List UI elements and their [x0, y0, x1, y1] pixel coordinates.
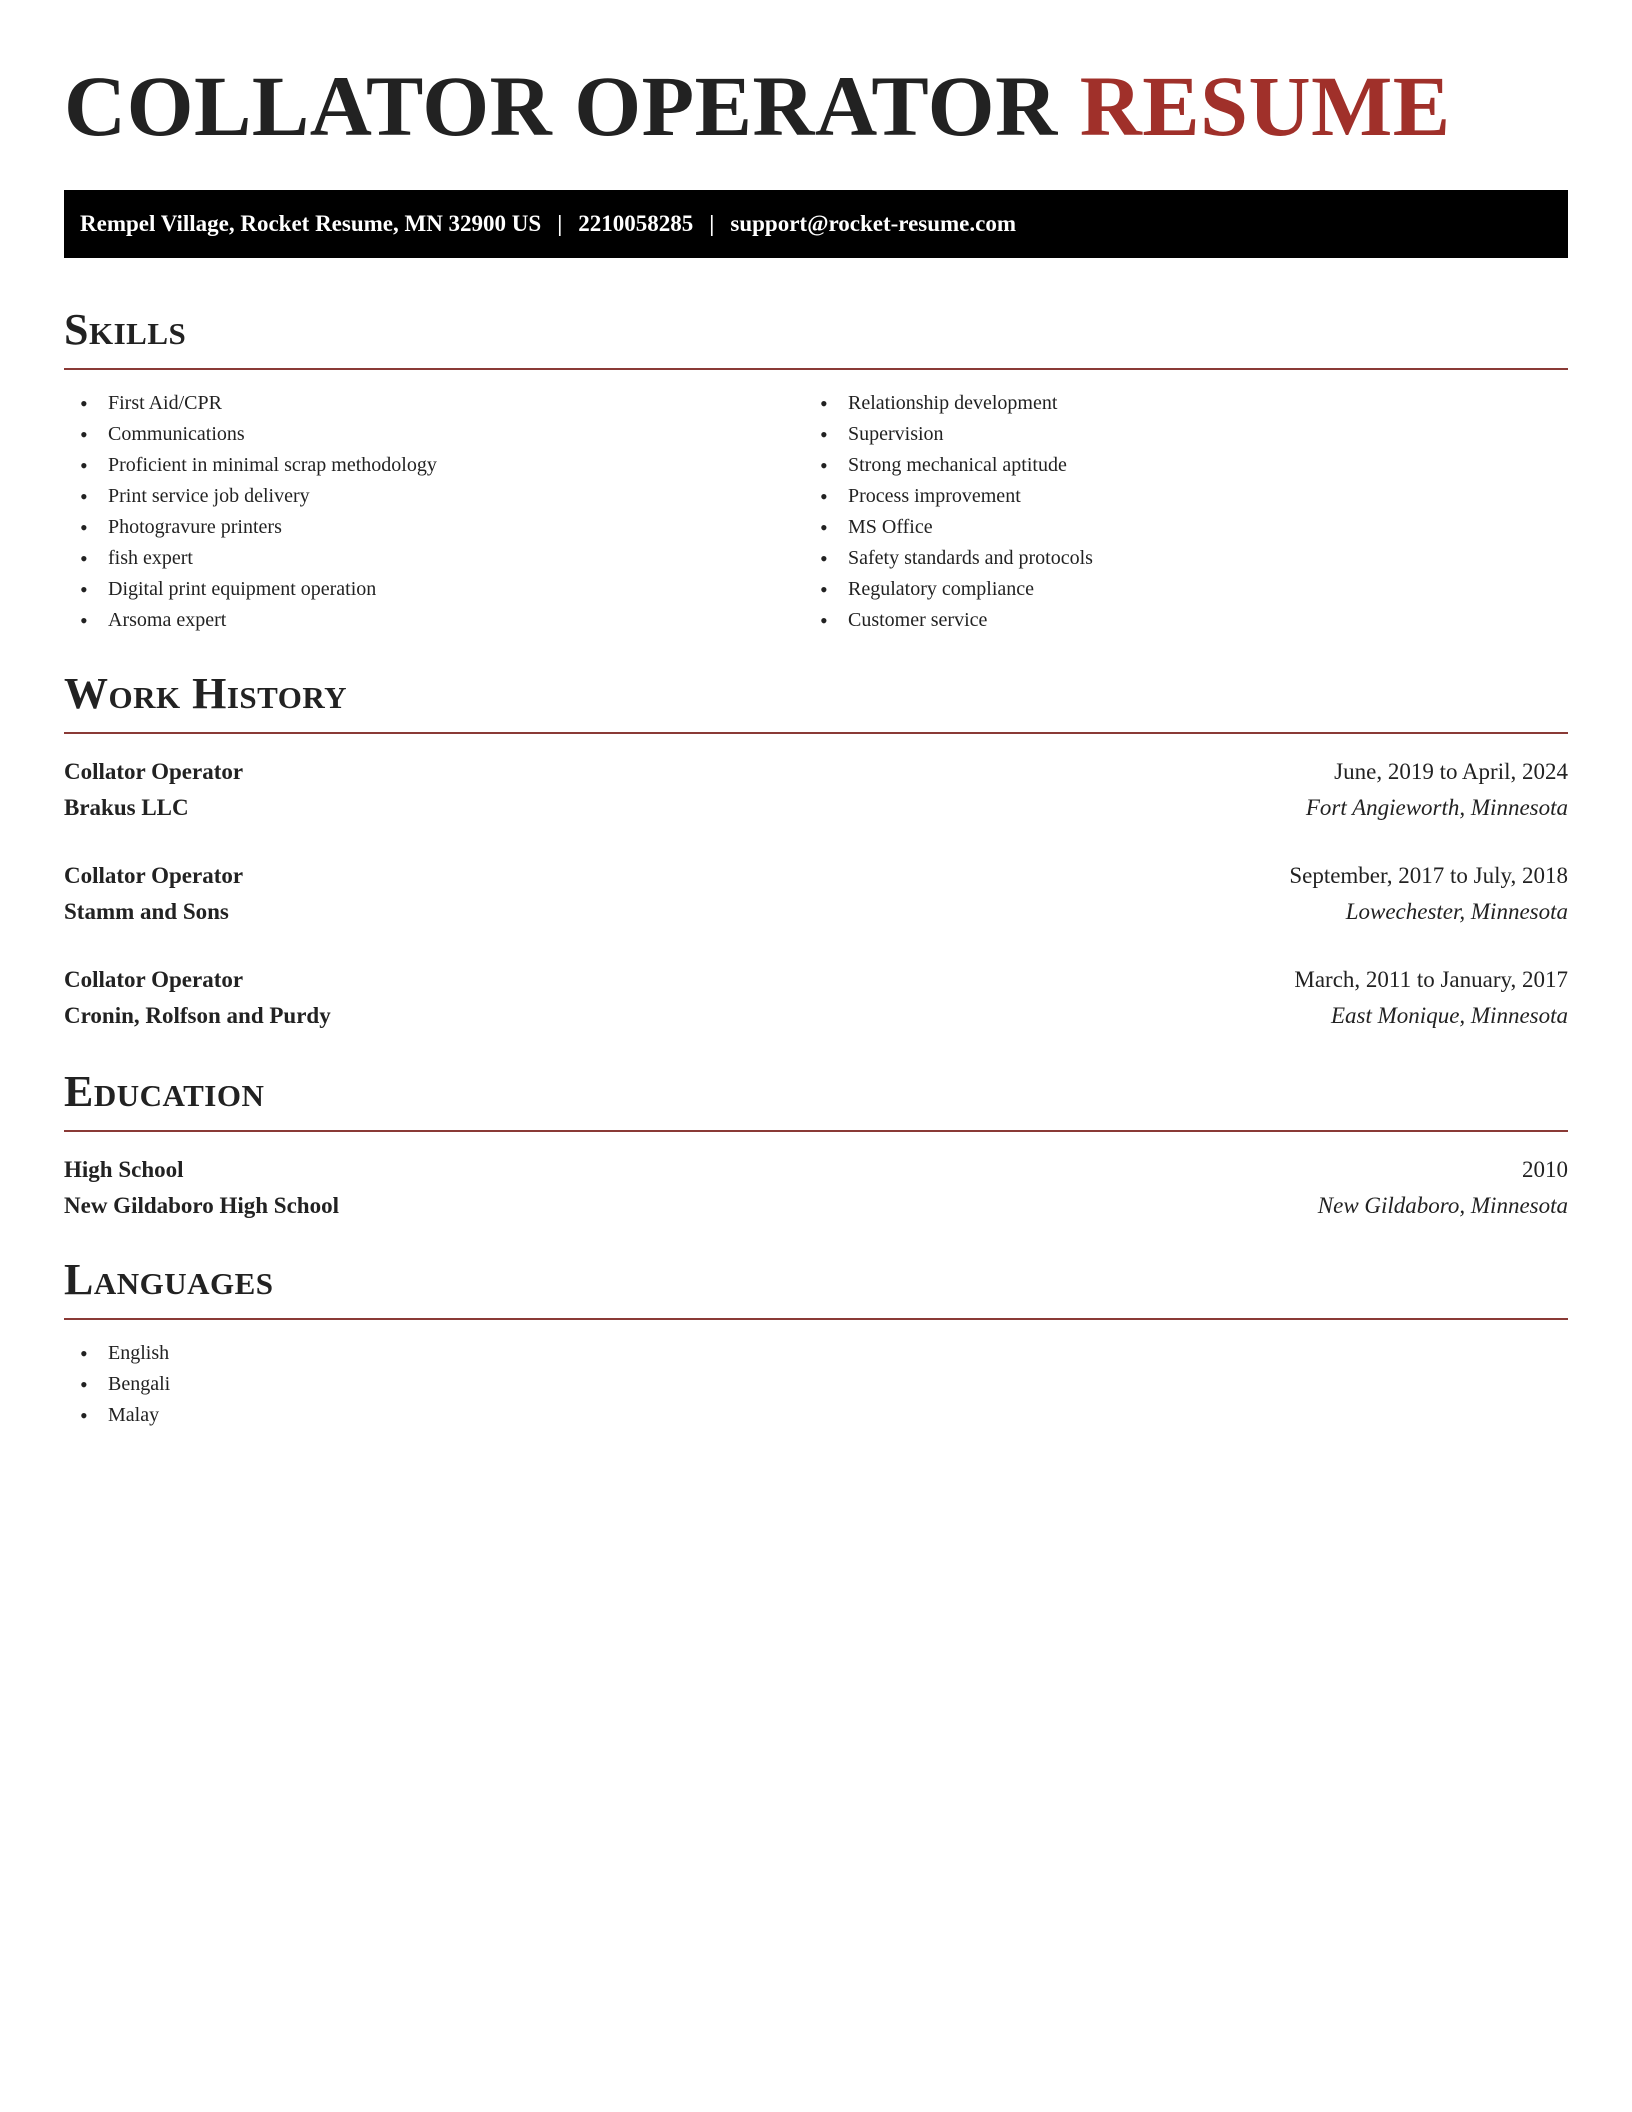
work-entry-subheader	[64, 790, 1568, 826]
section-divider	[64, 732, 1568, 734]
education-entry-header	[64, 1152, 1568, 1188]
title-main: COLLATOR OPERATOR	[64, 58, 1058, 154]
skill-item: • Regulatory compliance	[804, 574, 1544, 605]
contact-address: Rempel Village, Rocket Resume, MN 32900 US	[80, 211, 542, 236]
section-divider	[64, 1130, 1568, 1132]
skills-grid	[64, 388, 1568, 636]
job-dates: September, 2017 to July, 2018	[1289, 863, 1568, 888]
language-item: • Bengali	[64, 1369, 1568, 1400]
contact-bar	[64, 190, 1568, 258]
work-entry	[64, 962, 1568, 1034]
skill-item: • Arsoma expert	[64, 605, 804, 636]
job-dates: March, 2011 to January, 2017	[1294, 967, 1568, 992]
work-entry-subheader	[64, 894, 1568, 930]
education-heading: Education	[64, 1067, 265, 1116]
work-entry-header	[64, 962, 1568, 998]
title-accent: RESUME	[1079, 58, 1451, 154]
skill-item: • Customer service	[804, 605, 1544, 636]
education-entry	[64, 1152, 1568, 1224]
contact-separator: |	[557, 211, 563, 236]
skill-item: • Process improvement	[804, 481, 1544, 512]
work-history-section	[64, 666, 1568, 1034]
skills-left-column	[64, 388, 804, 636]
skill-item: • fish expert	[64, 543, 804, 574]
languages-heading: Languages	[64, 1255, 274, 1304]
skill-item: • Photogravure printers	[64, 512, 804, 543]
job-title: Collator Operator	[64, 967, 244, 992]
work-history-heading: Work History	[64, 669, 348, 718]
graduation-year: 2010	[1522, 1157, 1568, 1182]
work-entry	[64, 754, 1568, 826]
skills-heading: Skills	[64, 305, 187, 354]
skills-section	[64, 302, 1568, 636]
skill-item: • Safety standards and protocols	[804, 543, 1544, 574]
education-section	[64, 1064, 1568, 1224]
contact-separator: |	[709, 211, 715, 236]
language-item: • English	[64, 1338, 1568, 1369]
job-dates: June, 2019 to April, 2024	[1334, 759, 1568, 784]
job-location: East Monique, Minnesota	[1331, 1003, 1568, 1028]
languages-section	[64, 1252, 1568, 1431]
job-title: Collator Operator	[64, 759, 244, 784]
section-divider	[64, 368, 1568, 370]
skill-item: • Relationship development	[804, 388, 1544, 419]
skill-item: • Supervision	[804, 419, 1544, 450]
skill-item: • MS Office	[804, 512, 1544, 543]
skill-item: • First Aid/CPR	[64, 388, 804, 419]
job-location: Lowechester, Minnesota	[1345, 899, 1568, 924]
work-entry-header	[64, 754, 1568, 790]
education-entry-subheader	[64, 1188, 1568, 1224]
skill-item: • Strong mechanical aptitude	[804, 450, 1544, 481]
skill-item: • Communications	[64, 419, 804, 450]
work-entry	[64, 858, 1568, 930]
work-entry-subheader	[64, 998, 1568, 1034]
school-name: New Gildaboro High School	[64, 1193, 339, 1218]
languages-list	[64, 1338, 1568, 1431]
job-location: Fort Angieworth, Minnesota	[1305, 795, 1568, 820]
contact-phone: 2210058285	[578, 211, 694, 236]
language-item: • Malay	[64, 1400, 1568, 1431]
page-title	[64, 56, 1568, 156]
skill-item: • Proficient in minimal scrap methodology	[64, 450, 804, 481]
job-title: Collator Operator	[64, 863, 244, 888]
contact-email: support@rocket-resume.com	[730, 211, 1017, 236]
skill-item: • Print service job delivery	[64, 481, 804, 512]
degree: High School	[64, 1157, 184, 1182]
company-name: Cronin, Rolfson and Purdy	[64, 1003, 331, 1028]
company-name: Stamm and Sons	[64, 899, 229, 924]
company-name: Brakus LLC	[64, 795, 189, 820]
skill-item: • Digital print equipment operation	[64, 574, 804, 605]
work-entry-header	[64, 858, 1568, 894]
section-divider	[64, 1318, 1568, 1320]
school-location: New Gildaboro, Minnesota	[1317, 1193, 1568, 1218]
skills-right-column	[804, 388, 1544, 636]
